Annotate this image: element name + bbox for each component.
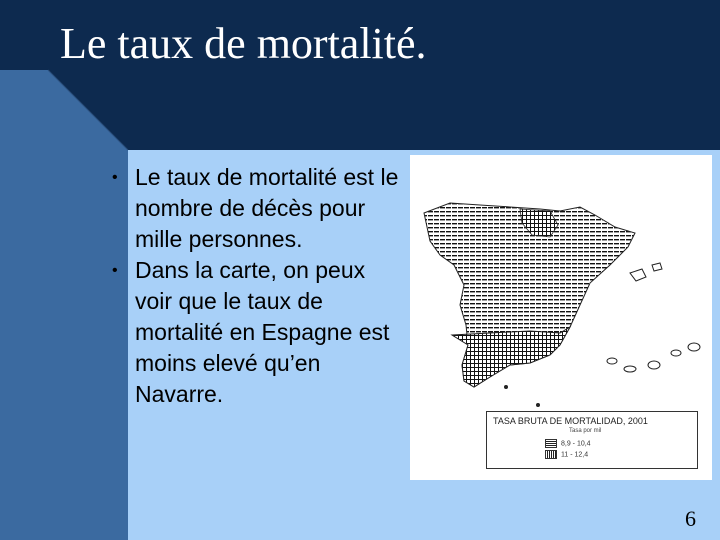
legend-row (545, 439, 591, 447)
bullet-text: Le taux de mortalité est le nombre de décès pour mille personnes. (135, 164, 399, 252)
legend-swatch (545, 450, 557, 459)
mortality-map (410, 155, 712, 480)
bullet-item (112, 162, 402, 255)
bullet-icon: • (112, 262, 118, 279)
bullet-text: Dans la carte, on peux voir que le taux de mortalité en Espagne est moins elevé qu’en Navarre. (135, 257, 390, 407)
slide-title: Le taux de mortalité. (60, 19, 427, 68)
legend-title: TASA BRUTA DE MORTALIDAD, 2001 (493, 416, 648, 426)
map-legend (486, 411, 698, 469)
legend-row (545, 450, 588, 458)
legend-label: 8,9 - 10,4 (561, 440, 591, 448)
bullet-icon: • (112, 169, 118, 186)
page-number: 6 (685, 506, 696, 531)
legend-swatch (545, 439, 557, 448)
bullet-list (112, 162, 402, 410)
legend-label: 11 - 12,4 (561, 451, 589, 459)
legend-subtitle: Tasa por mil (569, 428, 602, 434)
bullet-item (112, 255, 402, 410)
